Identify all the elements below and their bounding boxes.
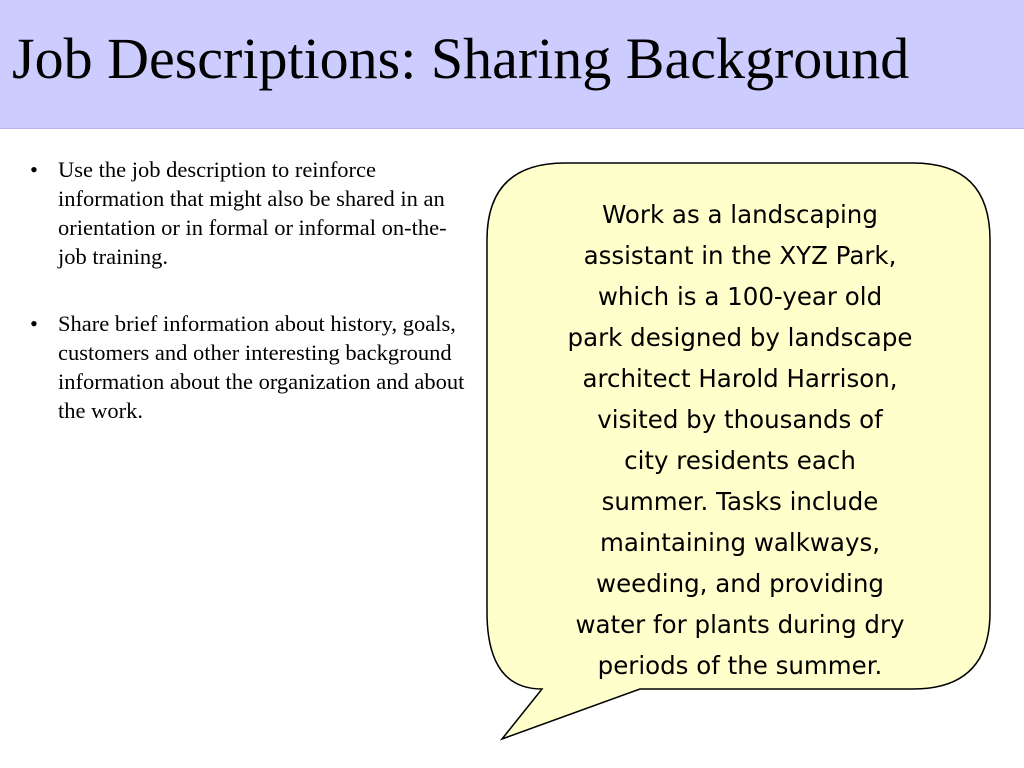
callout-line: water for plants during dry: [575, 610, 905, 639]
callout-line: summer. Tasks include: [601, 487, 879, 516]
callout-line: visited by thousands of: [597, 405, 883, 434]
callout-text: [500, 194, 980, 686]
bullet-text: Use the job description to reinforce information that might also be shared in an orientation or in formal or informal on-the-job training.: [58, 157, 447, 269]
callout-line: city residents each: [624, 446, 856, 475]
callout-line: which is a 100-year old: [597, 282, 883, 311]
bullet-text: Share brief information about history, goals, customers and other interesting background information about the organization and about the work.: [58, 311, 465, 423]
callout-line: assistant in the XYZ Park,: [583, 241, 897, 270]
bullet-marker: •: [30, 311, 38, 336]
callout-line: maintaining walkways,: [600, 528, 880, 557]
slide-title: Job Descriptions: Sharing Background: [12, 26, 910, 91]
callout-line: park designed by landscape: [567, 323, 913, 352]
callout-line: architect Harold Harrison,: [582, 364, 898, 393]
callout-line: Work as a landscaping: [602, 200, 878, 229]
bullet-marker: •: [30, 157, 38, 182]
callout-line: weeding, and providing: [596, 569, 884, 598]
callout-line: periods of the summer.: [597, 651, 883, 680]
